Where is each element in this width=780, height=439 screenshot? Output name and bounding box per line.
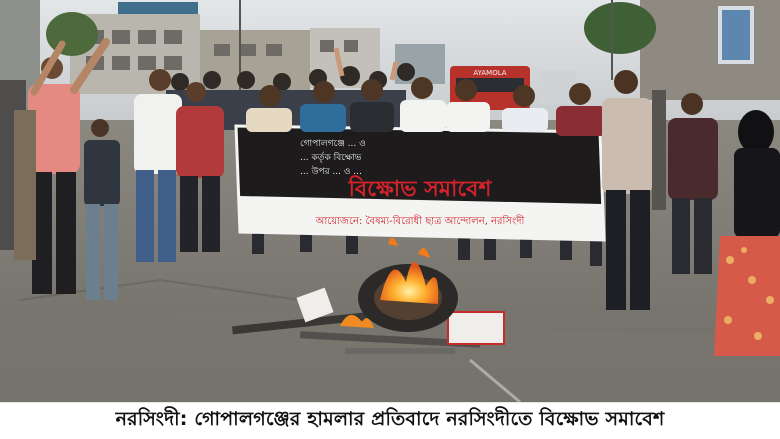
photo-caption: নরসিংদী: গোপালগঞ্জের হামলার প্রতিবাদে নরসিংদীতে বিক্ষোভ সমাবেশ	[115, 408, 665, 430]
protest-banner	[236, 126, 604, 240]
banner-title: বিক্ষোভ সমাবেশ	[348, 177, 492, 202]
caption-bar	[0, 402, 780, 439]
banner-line-2: ... কর্তৃক বিক্ষোভ	[300, 153, 362, 163]
banner-line-3: ... উপর ... ও ...	[300, 167, 362, 177]
banner-organizer: আয়োজনে: বৈষম্য-বিরোধী ছাত্র আন্দোলন, নরসিংদী	[315, 216, 525, 227]
banner-line-1: গোপালগঞ্জে ... ও	[300, 139, 366, 149]
bus-sign: AYAMOLA	[473, 69, 507, 77]
